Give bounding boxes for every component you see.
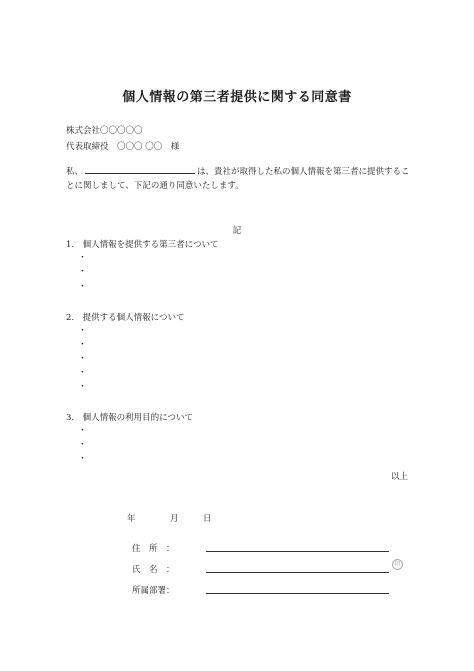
name-line (206, 571, 389, 573)
section-3-bullet: ・ (78, 454, 88, 464)
department-label: 所属部署： (132, 586, 175, 596)
addressee-person: 代表取締役 〇〇〇 〇〇 様 (66, 142, 180, 152)
date-year: 年 (127, 514, 136, 524)
section-3-title: 3. 個人情報の利用目的について (66, 413, 193, 423)
consent-prefix: 私、 (66, 167, 84, 177)
consent-text-1: は、貴社が取得した私の個人情報を第三者に提供するこ (197, 167, 410, 177)
date-month: 月 (170, 514, 179, 524)
section-3-bullet: ・ (78, 440, 88, 450)
date-day: 日 (203, 514, 212, 524)
section-2-bullet: ・ (78, 326, 88, 336)
consent-text-2: とに関しまして、下記の通り同意いたします。 (66, 181, 244, 191)
section-2-bullet: ・ (78, 354, 88, 364)
section-1-bullet: ・ (78, 267, 88, 277)
section-1-bullet: ・ (78, 282, 88, 292)
section-2-bullet: ・ (78, 368, 88, 378)
address-label: 住 所 ： (132, 544, 175, 554)
addressee-company: 株式会社〇〇〇〇〇 (66, 126, 143, 136)
name-blank-line (85, 164, 195, 174)
section-3-bullet: ・ (78, 426, 88, 436)
address-line (206, 550, 389, 552)
ki-heading: 記 (232, 226, 242, 236)
department-line (206, 592, 389, 594)
document-title: 個人情報の第三者提供に関する同意書 (122, 90, 352, 105)
section-2-bullet: ・ (78, 382, 88, 392)
section-2-bullet: ・ (78, 340, 88, 350)
closing-ijou: 以上 (390, 472, 408, 482)
section-1-title: 1. 個人情報を提供する第三者について (66, 240, 219, 250)
section-2-title: 2. 提供する個人情報について (66, 313, 185, 323)
consent-paragraph (66, 164, 412, 193)
name-label: 氏 名 ： (132, 565, 175, 575)
section-1-bullet: ・ (78, 253, 88, 263)
seal-icon: 印 (392, 559, 403, 570)
